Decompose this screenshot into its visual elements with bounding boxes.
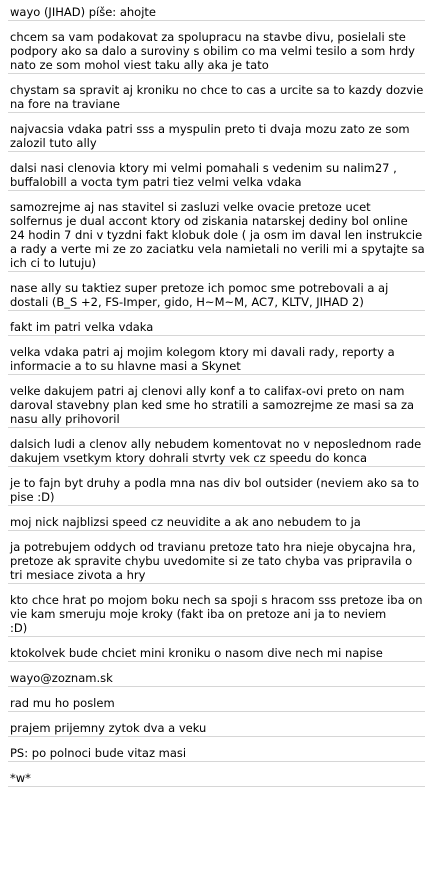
signature: *w* (8, 767, 425, 787)
email-text: wayo@zoznam.sk (8, 667, 425, 687)
post-line: najvacsia vdaka patri sss a myspulin preto ti dvaja mozu zato ze som zalozil tuto ally (8, 118, 425, 152)
post-line: samozrejme aj nas stavitel si zasluzi velke ovacie pretoze ucet solfernus je dual accont ktory od ziskania natarskej dediny bol online 24 hodin 7 dni v tyzdni fakt klobuk dole ( ja osm im daval len instrukcie a rady a verte mi ze zo zaciatku vela namietali no verili mi a spytajte sa ich ci to lutuju) (8, 196, 425, 272)
post-header: wayo (JIHAD) píše: ahojte (8, 4, 425, 21)
post-line: je to fajn byt druhy a podla mna nas div bol outsider (neviem ako sa to pise :D) (8, 472, 425, 506)
post-line: velke dakujem patri aj clenovi ally konf a to califax-ovi preto on nam daroval stavebny plan ked sme ho stratili a samozrejme ze masi sa za nasu ally prihovoril (8, 380, 425, 428)
post-line: chcem sa vam podakovat za spolupracu na stavbe divu, posielali ste podpory ako sa dalo a suroviny s obilim co ma velmi tesilo a som hrdy nato ze som mohol viest taku ally aka je tato (8, 26, 425, 74)
post-line: moj nick najblizsi speed cz neuvidite a ak ano nebudem to ja (8, 511, 425, 531)
post-line: rad mu ho poslem (8, 692, 425, 712)
post-line: nase ally su taktiez super pretoze ich pomoc sme potrebovali a aj dostali (B_S +2, FS-Imper, gido, H~M~M, AC7, KLTV, JIHAD 2) (8, 277, 425, 311)
post-line: ktokolvek bude chciet mini kroniku o nasom dive nech mi napise (8, 642, 425, 662)
post-line: dalsi nasi clenovia ktory mi velmi pomahali s vedenim su nalim27 , buffalobill a vocta tym patri tiez velmi velka vdaka (8, 157, 425, 191)
post-line: velka vdaka patri aj mojim kolegom ktory mi davali rady, reporty a informacie a to su hlavne masi a Skynet (8, 341, 425, 375)
post-line: fakt im patri velka vdaka (8, 316, 425, 336)
post-line: PS: po polnoci bude vitaz masi (8, 742, 425, 762)
post-line: dalsich ludi a clenov ally nebudem komentovat no v neposlednom rade dakujem vsetkym ktory dohrali stvrty vek cz speedu do konca (8, 433, 425, 467)
post-line: kto chce hrat po mojom boku nech sa spoji s hracom sss pretoze iba on vie kam smeruju moje kroky (fakt iba on pretoze ani ja to neviem :D) (8, 589, 425, 637)
post-line: chystam sa spravit aj kroniku no chce to cas a urcite sa to kazdy dozvie na fore na traviane (8, 79, 425, 113)
post-line: prajem prijemny zytok dva a veku (8, 717, 425, 737)
post-line: ja potrebujem oddych od travianu pretoze tato hra nieje obycajna hra, pretoze ak spravite chybu uvedomite si ze tato chyba vas pripravila o tri mesiace zivota a hry (8, 536, 425, 584)
